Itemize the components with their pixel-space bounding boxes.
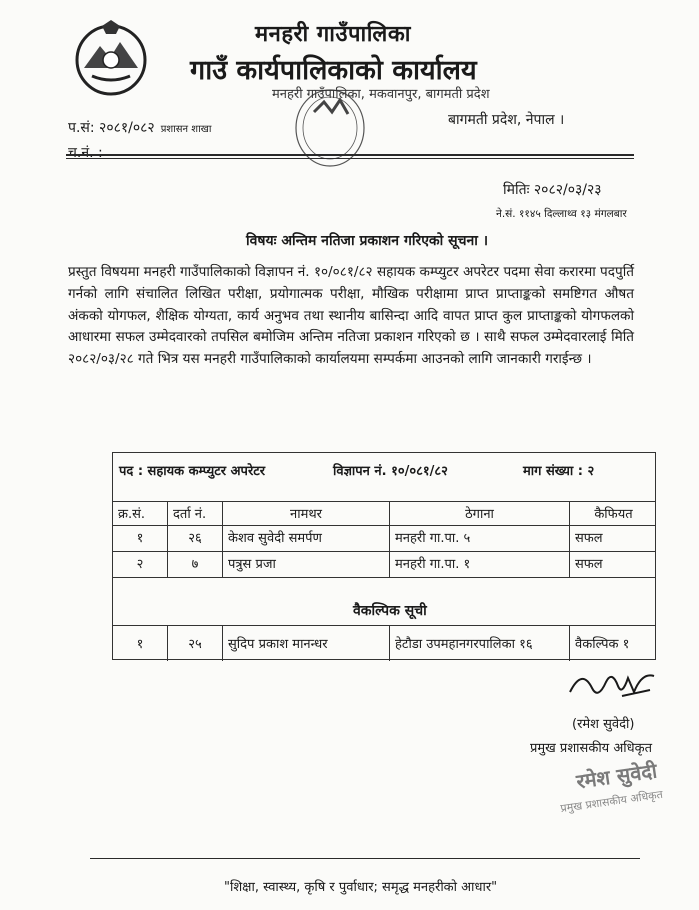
reference-number <box>68 118 211 137</box>
advert-number: विज्ञापन नं. १०/०८१/८२ <box>333 464 448 479</box>
footer-motto: "शिक्षा, स्वास्थ्य, कृषि र पुर्वाधार; समृद्ध मनहरीको आधार" <box>224 880 498 895</box>
row-remarks: सफल <box>575 531 603 546</box>
letter-date: मितिः २०८२/०३/२३ <box>503 182 602 198</box>
office-name: गाउँ कार्यपालिकाको कार्यालय <box>190 55 477 86</box>
row-address: मनहरी गा.पा. ५ <box>390 525 570 551</box>
nepal-sambat-date: ने.सं. ११४५ दिल्लाथ्व १३ मंगलबार <box>496 208 627 220</box>
dispatch-number: च.नं. : <box>68 145 103 161</box>
col-address: ठेगाना <box>390 501 570 525</box>
stamp-name: रमेश सुवेदी <box>574 758 659 794</box>
signatory-name: (रमेश सुवेदी) <box>572 717 635 732</box>
post-label: पद : सहायक कम्प्युटर अपरेटर <box>119 464 266 479</box>
stamp-text: मनहरी गाउँपालिका, मकवानपुर, बागमती प्रदेश <box>272 87 490 102</box>
alt-remarks: वैकल्पिक १ <box>575 637 630 652</box>
alternate-row <box>113 625 655 661</box>
alt-registration: २५ <box>168 626 223 661</box>
row-name: पत्रुस प्रजा <box>223 551 390 577</box>
col-name: नामथर <box>223 501 390 525</box>
row-serial: २ <box>113 551 168 577</box>
results-table <box>112 452 656 660</box>
table-row <box>113 551 655 578</box>
stamp-title: प्रमुख प्रशासकीय अधिकृत <box>559 787 664 816</box>
nepal-emblem-logo <box>70 18 152 98</box>
alternate-list-title: वैकल्पिक सूची <box>353 603 427 619</box>
demand-count: माग संख्या : २ <box>523 464 595 479</box>
alt-serial: १ <box>113 626 168 661</box>
signatory-title: प्रमुख प्रशासकीय अधिकृत <box>530 741 653 756</box>
row-registration: २६ <box>168 525 223 551</box>
row-address: मनहरी गा.पा. १ <box>390 551 570 577</box>
ref-no-text: प.सं: २०८१/०८२ <box>68 120 155 136</box>
address: बागमती प्रदेश, नेपाल । <box>448 112 565 128</box>
signature-scribble <box>562 662 662 710</box>
col-registration: दर्ता नं. <box>168 501 223 525</box>
col-remarks: कैफियत <box>594 507 633 522</box>
table-row <box>113 525 655 552</box>
row-remarks: सफल <box>575 557 603 572</box>
table-header-info <box>113 453 655 502</box>
footer-rule <box>90 858 640 859</box>
row-registration: ७ <box>168 551 223 577</box>
signatory-stamp <box>556 758 686 826</box>
municipality-name: मनहरी गाउँपालिका <box>255 22 411 47</box>
col-serial: क्र.सं. <box>113 501 168 525</box>
row-serial: १ <box>113 525 168 551</box>
alt-name: सुदिप प्रकाश मानन्धर <box>223 626 390 661</box>
office-stamp <box>268 82 490 174</box>
column-header-row <box>113 501 655 526</box>
subject-line: विषयः अन्तिम नतिजा प्रकाशन गरिएको सूचना । <box>246 233 489 249</box>
alt-address: हेटौडा उपमहानगरपालिका १६ <box>390 626 570 661</box>
notice-body: प्रस्तुत विषयमा मनहरी गाउँपालिकाको विज्ञापन नं. १०/०८१/८२ सहायक कम्प्युटर अपरेटर पदमा सेवा करारमा पदपुर्ति गर्नको लागि संचालित लिखित परीक्षा, प्रयोगात्मक परीक्षा, मौखिक परीक्षामा प्राप्त प्राप्ताङ्कको समष्टिगत औषत अंकको योगफल, शैक्षिक योग्यता, कार्य अनुभव तथा स्थानीय बासिन्दा आदि वापत प्राप्त कुल प्राप्ताङ्कको योगफलको आधारमा सफल उम्मेदवारको तपसिल बमोजिम अन्तिम नतिजा प्रकाशन गरिएको छ । साथै सफल उम्मेदवारलाई मिति २०८२/०३/२८ गते भित्र यस मनहरी गाउँपालिकाको कार्यालयमा सम्पर्कमा आउनको लागि जानकारी गराईन्छ । <box>68 264 634 368</box>
header-rule <box>66 154 634 156</box>
section-name: प्रशासन शाखा <box>160 124 212 135</box>
row-name: केशव सुवेदी समर्पण <box>223 525 390 551</box>
header-rule-thin <box>66 158 634 159</box>
